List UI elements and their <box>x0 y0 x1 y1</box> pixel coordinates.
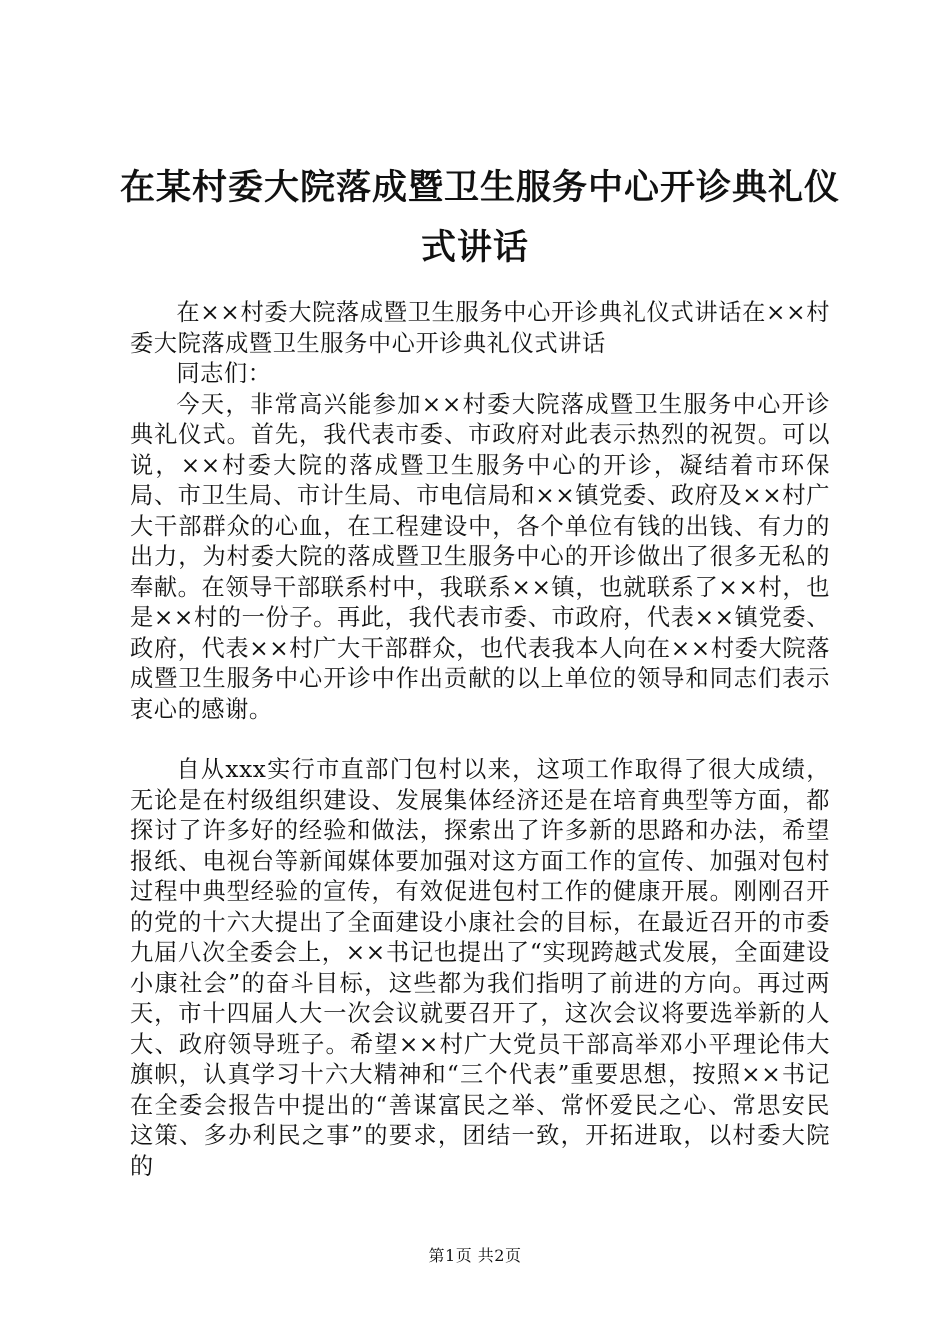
document-body <box>130 298 830 1182</box>
paragraph-heading-repeat: 在××村委大院落成暨卫生服务中心开诊典礼仪式讲话在××村委大院落成暨卫生服务中心开诊典礼仪式讲话 <box>130 299 830 357</box>
paragraph-salutation: 同志们： <box>176 360 272 387</box>
paragraph-opening: 今天，非常高兴能参加××村委大院落成暨卫生服务中心开诊典礼仪式。首先，我代表市委、市政府对此表示热烈的祝贺。可以说，××村委大院的落成暨卫生服务中心的开诊，凝结着市环保局、市卫生局、市计生局、市电信局和××镇党委、政府及××村广大干部群众的心血，在工程建设中，各个单位有钱的出钱、有力的出力，为村委大院的落成暨卫生服务中心的开诊做出了很多无私的奉献。在领导干部联系村中，我联系××镇，也就联系了××村，也是××村的一份子。再此，我代表市委、市政府，代表××镇党委、政府，代表××村广大干部群众，也代表我本人向在××村委大院落成暨卫生服务中心开诊中作出贡献的以上单位的领导和同志们表示衷心的感谢。 <box>130 390 830 723</box>
page-indicator: 第1页 共2页 <box>428 1246 522 1265</box>
document-title-line-1: 在某村委大院落成暨卫生服务中心开诊典礼仪 <box>120 167 841 208</box>
document-title-line-2: 式讲话 <box>420 227 529 268</box>
paragraph-main: 自从xxx实行市直部门包村以来，这项工作取得了很大成绩，无论是在村级组织建设、发展集体经济还是在培育典型等方面，都探讨了许多好的经验和做法，探索出了许多新的思路和办法，希望报纸、电视台等新闻媒体要加强对这方面工作的宣传、加强对包村过程中典型经验的宣传，有效促进包村工作的健康开展。刚刚召开的党的十六大提出了全面建设小康社会的目标，在最近召开的市委九届八次全委会上，××书记也提出了“实现跨越式发展，全面建设小康社会”的奋斗目标，这些都为我们指明了前进的方向。再过两天，市十四届人大一次会议就要召开了，这次会议将要选举新的人大、政府领导班子。希望××村广大党员干部高举邓小平理论伟大旗帜，认真学习十六大精神和“三个代表”重要思想，按照××书记在全委会报告中提出的“善谋富民之举、常怀爱民之心、常思安民这策、多办利民之事”的要求，团结一致，开拓进取，以村委大院的 <box>130 756 830 1180</box>
